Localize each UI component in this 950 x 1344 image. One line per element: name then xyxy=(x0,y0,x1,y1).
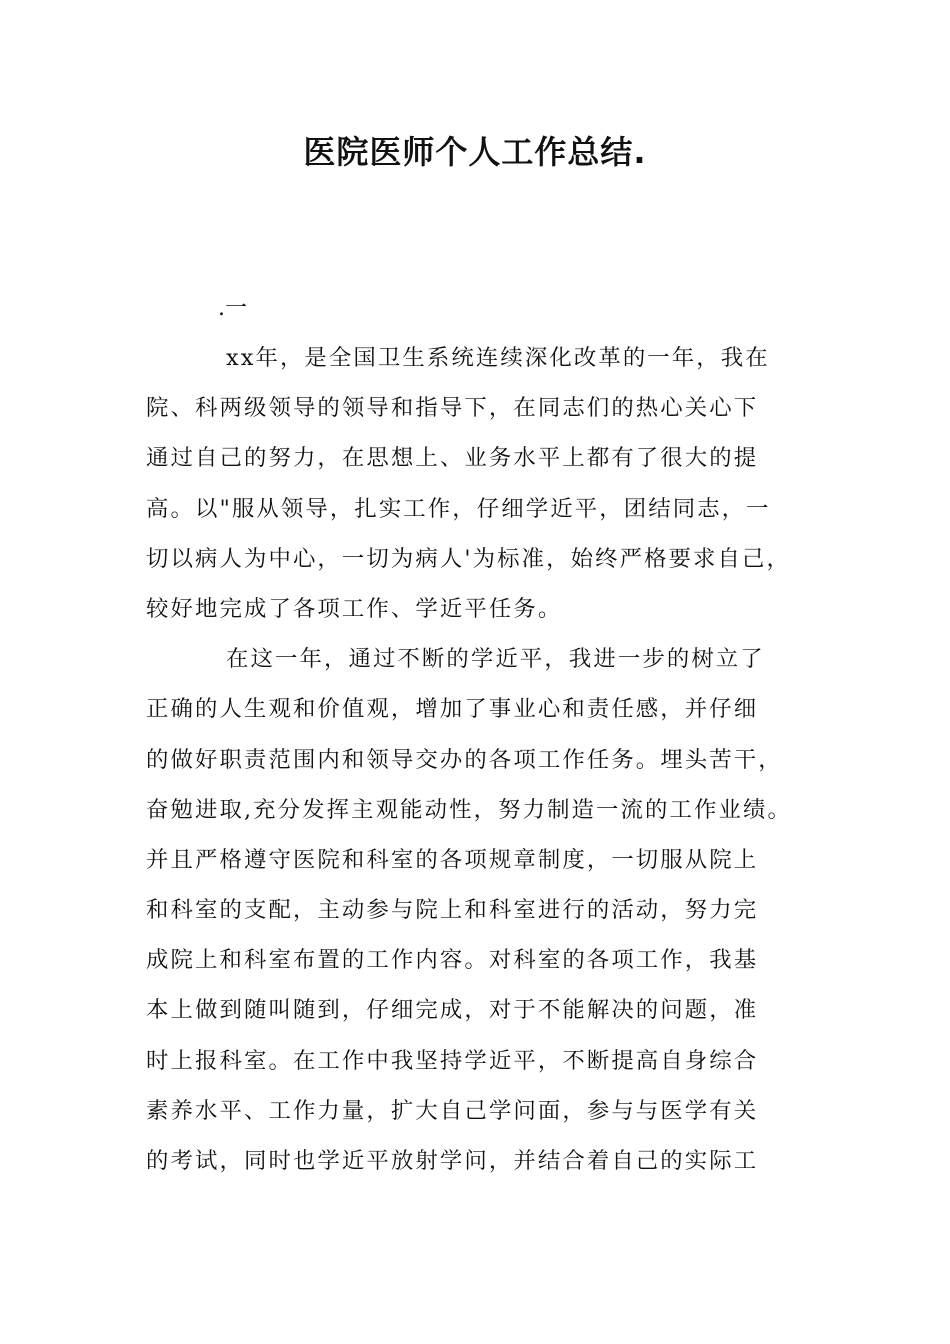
paragraph-line: 的做好职责范围内和领导交办的各项工作任务。埋头苦干， xyxy=(146,746,783,773)
paragraph-line: 本上做到随叫随到，仔细完成，对于不能解决的问题，准 xyxy=(146,997,759,1024)
paragraph-line: 较好地完成了各项工作、学近平任务。 xyxy=(146,595,563,622)
paragraph-line: 高。以"服从领导，扎实工作，仔细学近平，团结同志，一 xyxy=(146,495,771,522)
paragraph-line: 时上报科室。在工作中我坚持学近平，不断提高自身综合 xyxy=(146,1047,759,1074)
paragraph-line: xx年，是全国卫生系统连续深化改革的一年，我在 xyxy=(226,345,770,371)
paragraph-line: 的考试，同时也学近平放射学问，并结合着自己的实际工 xyxy=(146,1148,759,1174)
paragraph-line: 和科室的支配，主动参与院上和科室进行的活动，努力完 xyxy=(146,897,759,924)
paragraph-line: 切以病人为中心，一切为病人'为标准，始终严格要求自己， xyxy=(146,545,792,572)
paragraph-line: 并且严格遵守医院和科室的各项规章制度，一切服从院上 xyxy=(146,846,759,873)
paragraph-line: 在这一年，通过不断的学近平，我进一步的树立了 xyxy=(226,646,765,673)
paragraph-line: 成院上和科室布置的工作内容。对科室的各项工作，我基 xyxy=(146,947,759,974)
paragraph-line: 素养水平、工作力量，扩大自己学问面，参与与医学有关 xyxy=(146,1097,759,1124)
document-body xyxy=(146,340,810,1193)
paragraph-line: 奋勉进取,充分发挥主观能动性，努力制造一流的工作业绩。 xyxy=(146,796,792,823)
document-title: 医院医师个人工作总结. xyxy=(303,133,647,171)
paragraph-line: 正确的人生观和价值观，增加了事业心和责任感，并仔细 xyxy=(146,696,759,723)
section-mark: .一 xyxy=(218,296,247,321)
paragraph-line: 院、科两级领导的领导和指导下，在同志们的热心关心下 xyxy=(146,395,759,422)
paragraph-line: 通过自己的努力，在思想上、业务水平上都有了很大的提 xyxy=(146,445,759,472)
